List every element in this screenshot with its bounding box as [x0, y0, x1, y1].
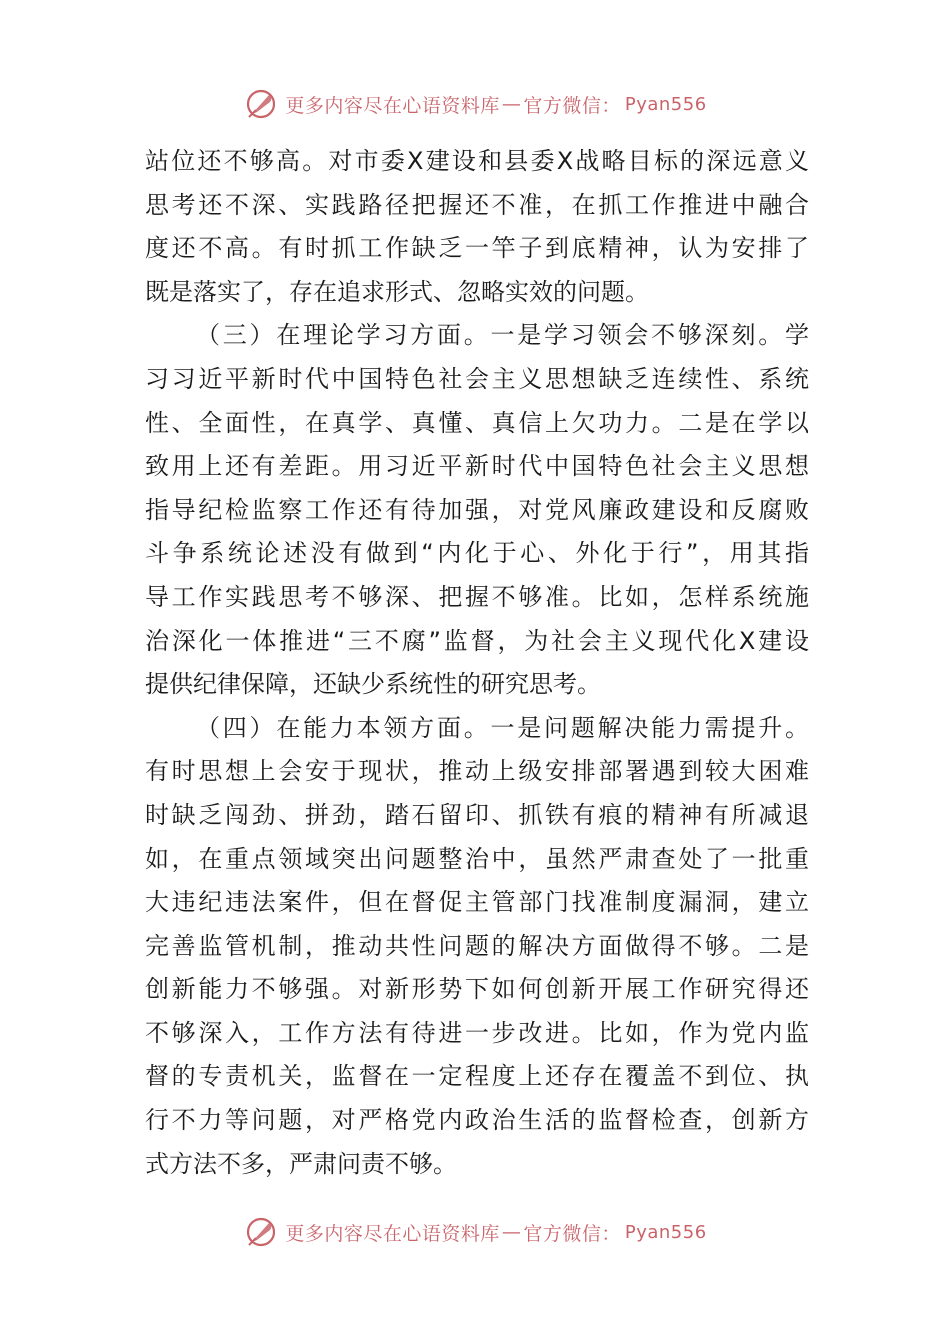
- text-line: 治深化一体推进“三不腐”监督，为社会主义现代化X建设: [145, 626, 809, 655]
- text-line: 斗争系统论述没有做到“内化于心、外化于行”，用其指: [145, 539, 809, 568]
- text-line: 有时思想上会安于现状，推动上级安排部署遇到较大困难: [145, 757, 809, 786]
- text-line: 度还不高。有时抓工作缺乏一竿子到底精神，认为安排了: [145, 234, 809, 263]
- text-line: 不够深入，工作方法有待进一步改进。比如，作为党内监: [145, 1018, 809, 1047]
- text-line: 大违纪违法案件，但在督促主管部门找准制度漏洞，建立: [145, 888, 809, 917]
- header-separator: —: [501, 93, 522, 115]
- section-heading-line: （三）在理论学习方面。一是学习领会不够深刻。学: [196, 321, 809, 350]
- text-line: 创新能力不够强。对新形势下如何创新开展工作研究得还: [145, 975, 809, 1004]
- text-line: 行不力等问题，对严格党内政治生活的监督检查，创新方: [145, 1106, 809, 1135]
- footer-contact-value: Pyan556: [624, 1221, 707, 1243]
- footer-watermark: [0, 1212, 950, 1252]
- text-line: 提供纪律保障，还缺少系统性的研究思考。: [145, 670, 601, 699]
- text-line: 思考还不深、实践路径把握还不准，在抓工作推进中融合: [145, 190, 809, 219]
- footer-contact-label: 官方微信：: [523, 1222, 621, 1245]
- text-line: 致用上还有差距。用习近平新时代中国特色社会主义思想: [145, 452, 809, 481]
- text-line: 督的专责机关，监督在一定程度上还存在覆盖不到位、执: [145, 1062, 809, 1091]
- text-line: 性、全面性，在真学、真懂、真信上欠功力。二是在学以: [145, 408, 809, 437]
- header-watermark: [0, 84, 950, 124]
- header-contact-value: Pyan556: [624, 93, 707, 115]
- feather-pen-logo-icon: [243, 1214, 279, 1250]
- document-body: [145, 140, 809, 1186]
- text-line: 时缺乏闯劲、拼劲，踏石留印、抓铁有痕的精神有所减退: [145, 800, 809, 829]
- text-line: 指导纪检监察工作还有待加强，对党风廉政建设和反腐败: [145, 495, 809, 524]
- footer-separator: —: [501, 1221, 522, 1243]
- text-line: 既是落实了，存在追求形式、忽略实效的问题。: [145, 277, 649, 306]
- footer-text: 更多内容尽在心语资料库: [285, 1222, 500, 1245]
- text-line: 站位还不够高。对市委X建设和县委X战略目标的深远意义: [145, 147, 809, 175]
- section-heading-line: （四）在能力本领方面。一是问题解决能力需提升。: [196, 713, 809, 742]
- text-line: 如，在重点领域突出问题整治中，虽然严肃查处了一批重: [145, 844, 809, 873]
- text-line: 习习近平新时代中国特色社会主义思想缺乏连续性、系统: [145, 364, 809, 393]
- text-line: 完善监管机制，推动共性问题的解决方面做得不够。二是: [145, 931, 809, 960]
- text-line: 式方法不多，严肃问责不够。: [145, 1149, 457, 1178]
- feather-pen-logo-icon: [243, 86, 279, 122]
- header-contact-label: 官方微信：: [523, 94, 621, 117]
- header-text: 更多内容尽在心语资料库: [285, 94, 500, 117]
- text-line: 导工作实践思考不够深、把握不够准。比如，怎样系统施: [145, 582, 809, 611]
